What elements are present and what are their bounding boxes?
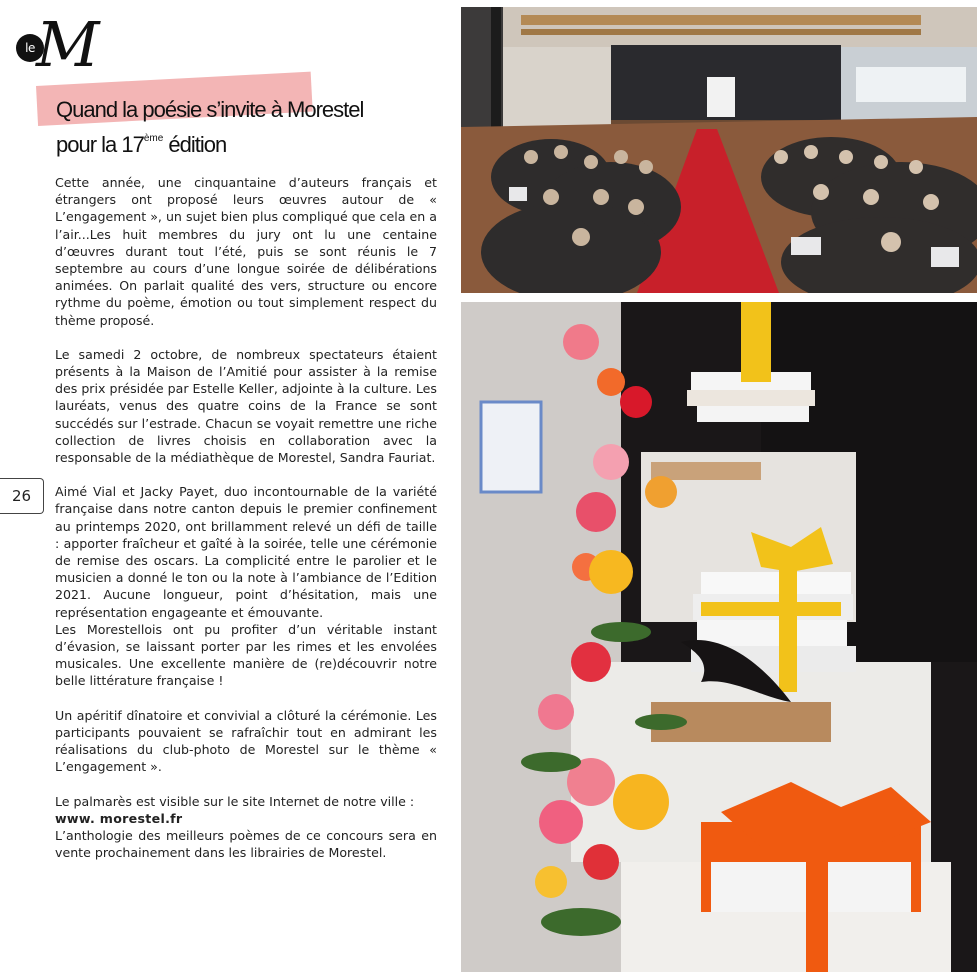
title-line-2-end: édition bbox=[163, 132, 227, 157]
prizes-photo bbox=[461, 302, 977, 972]
paragraph-4: Les Morestellois ont pu profiter d’un véritable instant d’évasion, se laissant porter par les rimes et les envolées musicales. Une excellente manière de (re)découvrir notre belle littérature française ! bbox=[55, 621, 437, 689]
title-line-1: Quand la poésie s’invite à Morestel bbox=[56, 97, 364, 122]
logo-letter: M bbox=[36, 8, 100, 81]
title-superscript: ème bbox=[143, 133, 164, 144]
magazine-logo bbox=[13, 8, 103, 81]
paragraph-1: Cette année, une cinquantaine d’auteurs français et étrangers ont proposé leurs œuvres autour de « L’engagement », un sujet bien plus compliqué que cela en a l’air...Les huit membres du jury ont lu une centaine d’œuvres durant tout l’été, puis se sont réunis le 7 septembre au cours d’une longue soirée de délibérations animées. On parlait qualité des vers, structure ou encore rythme du poème, émotion ou tout simplement respect du thème proposé. bbox=[55, 175, 437, 328]
page-number: 26 bbox=[12, 487, 32, 505]
paragraph-3: Aimé Vial et Jacky Payet, duo incontournable de la variété française dans notre canton depuis le premier confinement au printemps 2020, ont brillamment relevé un défi de taille : apporter fraîcheur et gaîté à la soirée, telle une cérémonie de remise des oscars. La complicité entre le parolier et le musicien a donné le ton ou la note à l’ambiance de l’Edition 2021. Aucune longueur, point d’hésitation, mais une représentation engageante et émouvante. bbox=[55, 484, 437, 620]
article-title bbox=[56, 95, 446, 159]
page-number-tab bbox=[0, 478, 44, 514]
logo-prefix: le bbox=[16, 34, 44, 62]
article-body bbox=[55, 174, 437, 861]
paragraph-6: Le palmarès est visible sur le site Internet de notre ville : bbox=[55, 793, 415, 809]
title-line-2-start: pour la 17 bbox=[56, 132, 144, 157]
paragraph-5: Un apéritif dînatoire et convivial a clôturé la cérémonie. Les participants pouvaient se rafraîchir tout en admirant les réalisations du club-photo de Morestel sur le thème « L’engagement ». bbox=[55, 707, 437, 775]
ceremony-hall-photo bbox=[461, 7, 977, 293]
paragraph-7: L’anthologie des meilleurs poèmes de ce concours sera en vente prochainement dans les librairies de Morestel. bbox=[55, 827, 437, 861]
paragraph-2: Le samedi 2 octobre, de nombreux spectateurs étaient présents à la Maison de l’Amitié pour assister à la remise des prix présidée par Estelle Keller, adjointe à la culture. Les lauréats, venus des quatre coins de la France se sont succédés sur l’estrade. Chacun se voyait remettre une riche collection de livres choisis en collaboration avec la responsable de la médiathèque de Morestel, Sandra Fauriat. bbox=[55, 346, 437, 466]
website-link[interactable]: www. morestel.fr bbox=[55, 810, 183, 826]
title-line-2 bbox=[56, 125, 446, 159]
